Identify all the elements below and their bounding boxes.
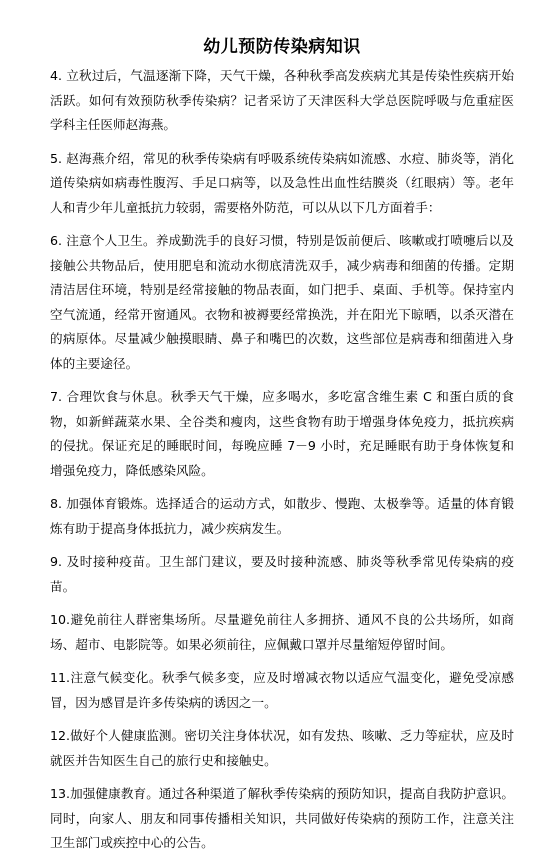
- paragraph-5: 5. 赵海燕介绍，常见的秋季传染病有呼吸系统传染病如流感、水痘、肺炎等，消化道传染病如病毒性腹泻、手足口病等，以及急性出血性结膜炎（红眼病）等。老年人和青少年儿童抵抗力较弱，需要格外防范，可以从以下几方面着手：: [50, 150, 514, 215]
- paragraph-9: 9. 及时接种疫苗。卫生部门建议，要及时接种流感、肺炎等秋季常见传染病的疫苗。: [50, 554, 514, 594]
- paragraph-11: 11.注意气候变化。秋季气候多变，应及时增减衣物以适应气温变化，避免受凉感冒，因为感冒是许多传染病的诱因之一。: [50, 670, 514, 710]
- document-title: 幼儿预防传染病知识: [203, 37, 361, 57]
- paragraph-4: 4. 立秋过后，气温逐渐下降，天气干燥，各种秋季高发疾病尤其是传染性疾病开始活跃。如何有效预防秋季传染病？记者采访了天津医科大学总医院呼吸与危重症医学科主任医师赵海燕。: [50, 68, 514, 132]
- paragraph-12: 12.做好个人健康监测。密切关注身体状况，如有发热、咳嗽、乏力等症状，应及时就医并告知医生自己的旅行史和接触史。: [50, 728, 514, 768]
- paragraph-8: 8. 加强体育锻炼。选择适合的运动方式，如散步、慢跑、太极拳等。适量的体育锻炼有助于提高身体抵抗力，减少疾病发生。: [50, 496, 514, 536]
- paragraph-13: 13.加强健康教育。通过各种渠道了解秋季传染病的预防知识，提高自我防护意识。同时，向家人、朋友和同事传播相关知识，共同做好传染病的预防工作，注意关注卫生部门或疾控中心的公告。: [50, 786, 514, 850]
- paragraph-7: 7. 合理饮食与休息。秋季天气干燥，应多喝水，多吃富含维生素 C 和蛋白质的食物，如新鲜蔬菜水果、全谷类和瘦肉，这些食物有助于增强身体免疫力，抵抗疾病的侵扰。保证充足的睡眠时间，每晚应睡 7－9 小时，充足睡眠有助于身体恢复和增强免疫力，降低感染风险。: [50, 389, 514, 478]
- paragraph-6: 6. 注意个人卫生。养成勤洗手的良好习惯，特别是饭前便后、咳嗽或打喷嚏后以及接触公共物品后，使用肥皂和流动水彻底清洗双手，减少病毒和细菌的传播。定期清洁居住环境，特别是经常接触的物品表面，如门把手、桌面、手机等。保持室内空气流通，经常开窗通风。衣物和被褥要经常换洗，并在阳光下晾晒，以杀灭潜在的病原体。尽量减少触摸眼睛、鼻子和嘴巴的次数，这些部位是病毒和细菌进入身体的主要途径。: [50, 233, 514, 371]
- paragraph-10: 10.避免前往人群密集场所。尽量避免前往人多拥挤、通风不良的公共场所，如商场、超市、电影院等。如果必须前往，应佩戴口罩并尽量缩短停留时间。: [50, 612, 514, 652]
